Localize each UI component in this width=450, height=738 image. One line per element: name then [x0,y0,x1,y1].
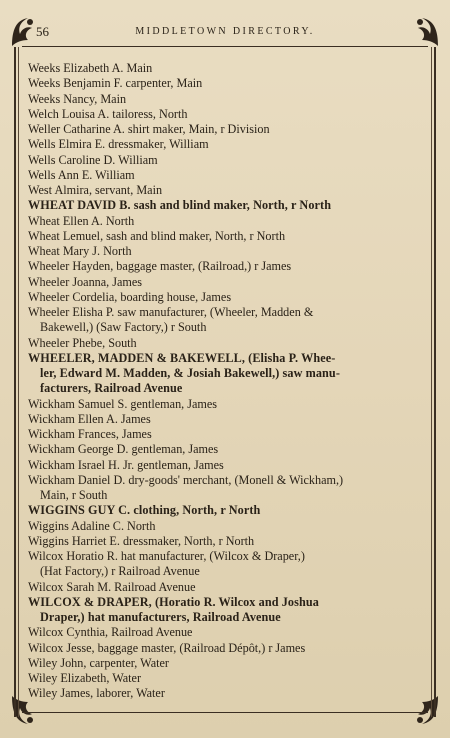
directory-entry [28,397,422,412]
entry-line: Wiley Elizabeth, Water [28,671,142,685]
directory-entry [28,107,422,122]
entry-line: Weller Catharine A. shirt maker, Main, r Division [28,122,270,136]
directory-entry [28,458,422,473]
directory-entry [28,503,422,518]
entry-line: Wells Caroline D. William [28,152,158,167]
entry-line: Wheeler Elisha P. saw manufacturer, (Wheeler, Madden & [28,305,314,319]
entry-line: Wickham George D. gentleman, James [28,442,219,457]
entry-line: Wiggins Harriet E. dressmaker, North, r North [28,533,255,548]
entry-line: Wheeler Hayden, baggage master, (Railroad,) r James [28,259,292,274]
directory-entry [28,214,422,229]
directory-entry [28,351,422,397]
directory-entry [28,198,422,213]
entry-line: Wells Ann E. William [28,167,135,182]
entry-line: Wheat Lemuel, sash and blind maker, North, r North [28,228,286,243]
entry-line: Welch Louisa A. tailoress, North [28,106,188,121]
entry-line: Wilcox Jesse, baggage master, (Railroad Dépôt,) r James [28,640,306,655]
entry-line: Wheeler Phebe, South [28,335,137,350]
entry-line: WILCOX & DRAPER, (Horatio R. Wilcox and Joshua [28,594,319,609]
entry-continuation-line: ler, Edward M. Madden, & Josiah Bakewell,) saw manu- [40,366,340,380]
entry-line: Wiley John, carpenter, Water [28,655,169,670]
directory-entry [28,122,422,137]
directory-entry [28,656,422,671]
entry-continuation-line: (Hat Factory,) r Railroad Avenue [40,564,200,579]
entry-line: Wheat Mary J. North [28,244,132,258]
entry-line: Wheat Ellen A. North [28,213,135,228]
entry-line: WIGGINS GUY C. clothing, North, r North [28,503,261,518]
directory-entry [28,275,422,290]
directory-entry [28,137,422,152]
directory-entry [28,290,422,305]
directory-entries [28,61,422,702]
directory-entry [28,641,422,656]
directory-entry [28,580,422,595]
entry-line: Wiley James, laborer, Water [28,686,165,701]
entry-line: Wickham Samuel S. gentleman, James [28,396,218,411]
page-number: 56 [36,24,49,39]
directory-entry [28,153,422,168]
directory-entry [28,625,422,640]
entry-line: West Almira, servant, Main [28,183,163,197]
entry-line: Wickham Israel H. Jr. gentleman, James [28,457,224,472]
directory-entry [28,442,422,457]
directory-entry [28,549,422,580]
entry-line: Wheeler Joanna, James [28,274,143,289]
running-title: MIDDLETOWN DIRECTORY. [135,26,315,37]
entry-line: Wilcox Sarah M. Railroad Avenue [28,579,196,594]
directory-entry [28,534,422,549]
directory-entry [28,473,422,504]
entry-continuation-line: Bakewell,) (Saw Factory,) r South [40,320,207,335]
directory-entry [28,244,422,259]
entry-line: WHEELER, MADDEN & BAKEWELL, (Elisha P. Whee- [28,350,336,365]
directory-entry [28,305,422,336]
entry-line: Wiggins Adaline C. North [28,518,156,533]
entry-line: Weeks Nancy, Main [28,91,127,106]
entry-continuation-line: facturers, Railroad Avenue [40,381,183,396]
directory-entry [28,519,422,534]
header-rule [22,46,428,47]
directory-entry [28,92,422,107]
directory-entry [28,168,422,183]
directory-entry [28,595,422,626]
page-header [0,24,450,44]
entry-continuation-line: Draper,) hat manufacturers, Railroad Avenue [40,610,281,624]
directory-entry [28,412,422,427]
entry-line: Wilcox Cynthia, Railroad Avenue [28,625,193,640]
entry-line: Wickham Frances, James [28,427,152,441]
entry-line: Wickham Daniel D. dry-goods' merchant, (Monell & Wickham,) [28,472,344,487]
entry-line: Wilcox Horatio R. hat manufacturer, (Wilcox & Draper,) [28,549,305,563]
entry-line: Wickham Ellen A. James [28,411,151,426]
entry-line: Wells Elmira E. dressmaker, William [28,137,209,152]
directory-entry [28,259,422,274]
directory-entry [28,336,422,351]
entry-line: WHEAT DAVID B. sash and blind maker, North, r North [28,198,332,213]
directory-entry [28,76,422,91]
directory-entry [28,183,422,198]
directory-entry [28,427,422,442]
entry-continuation-line: Main, r South [40,488,108,502]
entry-line: Weeks Elizabeth A. Main [28,61,153,75]
entry-line: Wheeler Cordelia, boarding house, James [28,289,232,304]
directory-entry [28,686,422,701]
directory-entry [28,229,422,244]
footer-rule [22,712,428,713]
directory-entry [28,671,422,686]
entry-line: Weeks Benjamin F. carpenter, Main [28,76,203,91]
directory-entry [28,61,422,76]
